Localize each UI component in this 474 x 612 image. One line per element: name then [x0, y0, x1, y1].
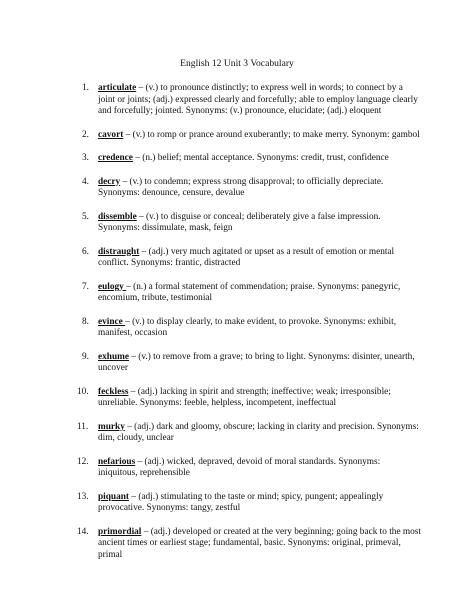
vocab-definition: – (adj.) developed or created at the very beginning; going back to the most ancient times or earliest stage; fundamental, basic. Synonyms: original, primeval, primal	[98, 526, 421, 560]
vocab-entry	[77, 491, 422, 515]
vocab-entry	[77, 421, 422, 445]
vocab-term: exhume	[98, 351, 129, 362]
vocabulary-list	[77, 83, 422, 573]
vocab-entry	[82, 282, 422, 305]
vocab-definition: – (v.) to disguise or conceal; deliberately give a false impression. Synonyms: dissimulate, mask, feign	[98, 211, 381, 233]
vocab-term: credence	[98, 153, 133, 163]
vocab-term: dissemble	[98, 211, 137, 222]
entry-number: 2.	[82, 129, 89, 140]
vocab-definition: – (adj.) stimulating to the taste or mind; spicy, pungent; appealingly provocative. Synonyms: tangy, zestful	[98, 491, 384, 513]
vocab-definition: – (v.) to display clearly, to make evident, to provoke. Synonyms: exhibit, manifest, occasion	[98, 316, 397, 338]
vocab-entry	[77, 526, 422, 562]
vocab-term: articulate	[98, 83, 137, 93]
vocab-term: eulogy	[98, 281, 127, 292]
vocab-term: primordial	[98, 526, 142, 537]
entry-number: 3.	[82, 153, 89, 163]
entry-number: 11.	[77, 421, 89, 432]
vocab-entry	[77, 386, 422, 410]
entry-number: 8.	[82, 316, 89, 327]
entry-number: 9.	[82, 351, 89, 362]
vocab-term: nefarious	[98, 456, 136, 467]
entry-number: 1.	[82, 83, 89, 93]
vocab-term: evince	[98, 316, 126, 327]
vocab-entry	[82, 130, 422, 142]
vocab-entry	[82, 177, 422, 200]
entry-number: 7.	[82, 281, 89, 292]
vocab-definition: – (v.) to condemn; express strong disapproval; to officially depreciate. Synonyms: denounce, censure, devalue	[98, 176, 384, 198]
vocab-term: murky	[98, 421, 125, 432]
vocab-entry	[82, 153, 422, 165]
entry-number: 10.	[77, 386, 89, 397]
entry-number: 5.	[82, 211, 89, 222]
entry-number: 14.	[77, 526, 89, 537]
vocab-entry	[82, 212, 422, 235]
vocab-definition: – (adj.) wicked, depraved, devoid of moral standards. Synonyms: iniquitous, reprehensible	[98, 456, 381, 478]
vocab-entry	[82, 247, 422, 270]
vocab-definition: – (adj.) very much agitated or upset as a result of emotion or mental conflict. Synonyms: frantic, distracted	[98, 246, 395, 268]
entry-number: 6.	[82, 246, 89, 257]
document-title: English 12 Unit 3 Vocabulary	[180, 58, 294, 69]
vocab-definition: – (v.) to pronounce distinctly; to express well in words; to connect by a joint or joints; (adj.) expressed clearly and forcefully; able to employ language clearly and forcefully; jointed. Synonyms: (v.) pronounce, elucidate; (adj.) eloquent	[98, 83, 418, 116]
vocab-definition: – (n.) belief; mental acceptance. Synonyms: credit, trust, confidence	[132, 153, 389, 163]
vocab-definition: – (adj.) lacking in spirit and strength; ineffective; weak; irresponsible; unreliable. Synonyms: feeble, helpless, incompetent, ineffectual	[98, 386, 391, 408]
vocab-term: distraught	[98, 246, 140, 257]
vocab-term: piquant	[98, 491, 130, 502]
vocab-entry	[82, 352, 422, 375]
entry-number: 12.	[77, 456, 89, 467]
entry-number: 4.	[82, 176, 89, 187]
vocab-term: feckless	[98, 386, 129, 397]
vocab-definition: – (v.) to romp or prance around exuberantly; to make merry. Synonym: gambol	[123, 129, 420, 140]
vocab-term: cavort	[98, 129, 124, 140]
vocab-definition: – (n.) a formal statement of commendation; praise. Synonyms: panegyric, encomium, tribute, testimonial	[98, 281, 401, 303]
vocab-term: decry	[98, 176, 121, 187]
vocab-definition: – (v.) to remove from a grave; to bring to light. Synonyms: disinter, unearth, uncover	[98, 351, 415, 373]
vocab-entry	[82, 83, 422, 118]
vocab-entry	[77, 456, 422, 480]
vocab-definition: – (adj.) dark and gloomy, obscure; lacking in clarity and precision. Synonyms: dim, cloudy, unclear	[98, 421, 419, 443]
entry-number: 13.	[77, 491, 89, 502]
vocab-entry	[82, 317, 422, 340]
